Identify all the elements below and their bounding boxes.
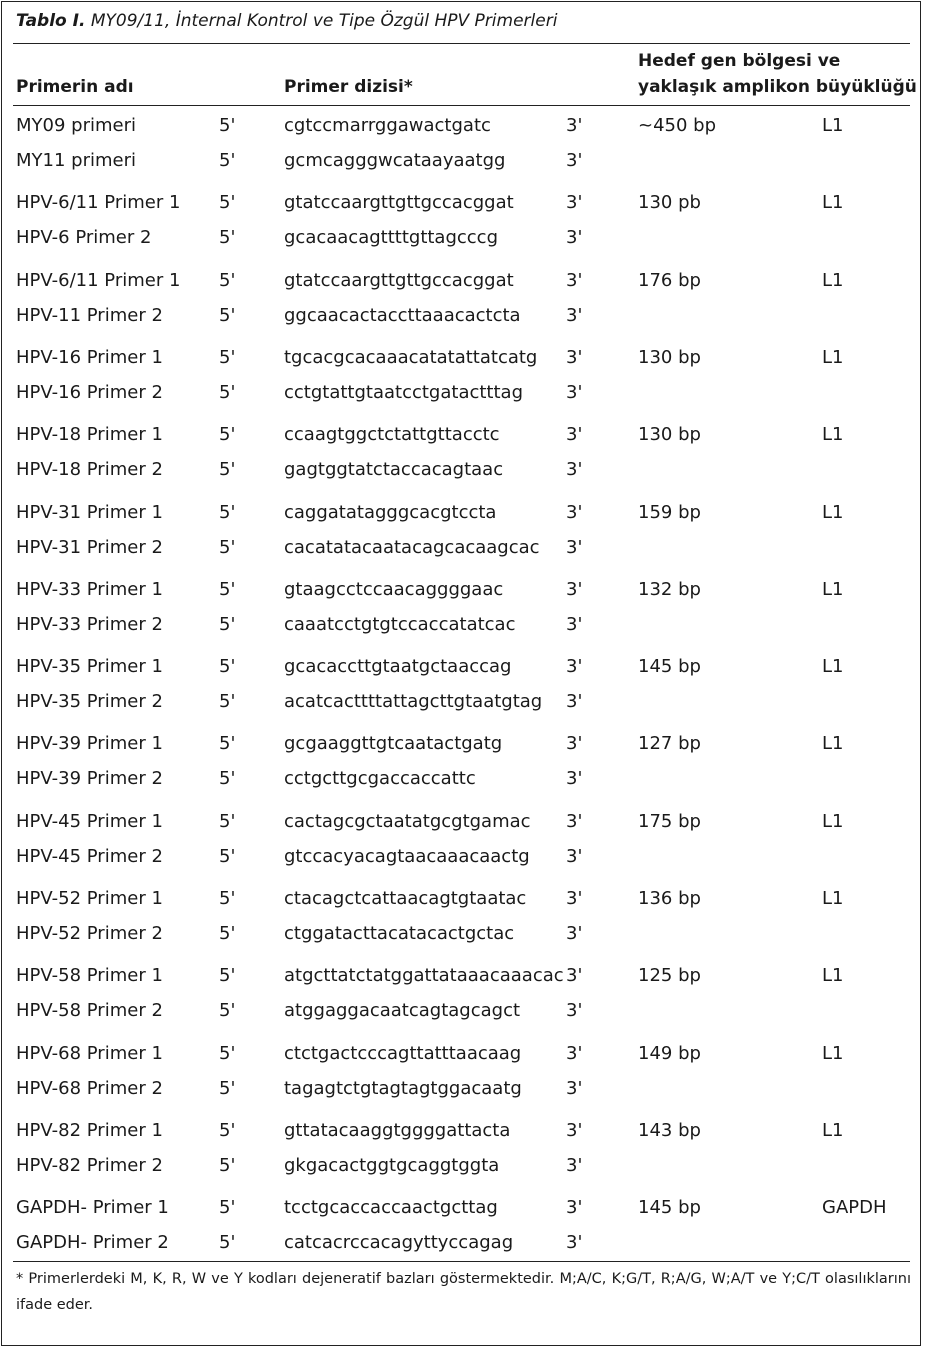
three-prime: 3' bbox=[566, 501, 583, 523]
primer-sequence: cgtccmarrggawactgatc bbox=[284, 115, 491, 136]
table-row bbox=[2, 573, 920, 607]
five-prime: 5' bbox=[219, 536, 236, 558]
primer-sequence: gttatacaaggtggggattacta bbox=[284, 1119, 511, 1141]
primer-sequence: acatcacttttattagcttgtaatgtag bbox=[284, 691, 543, 713]
primer-sequence: cacatatacaatacagcacaagcac bbox=[284, 536, 540, 558]
five-prime: 5' bbox=[219, 304, 236, 326]
table-row bbox=[2, 805, 920, 839]
table-row bbox=[2, 1226, 920, 1260]
three-prime: 3' bbox=[566, 192, 583, 214]
target-gene: L1 bbox=[822, 965, 844, 987]
amplicon-size: 176 bp bbox=[638, 269, 701, 291]
table-row bbox=[2, 1114, 920, 1148]
primer-sequence: tgcacgcacaaacatatattatcatg bbox=[284, 346, 538, 368]
header-target-line1: Hedef gen bölgesi ve bbox=[638, 51, 841, 71]
amplicon-size: 130 bp bbox=[638, 424, 701, 446]
primer-name: HPV-52 Primer 1 bbox=[16, 888, 163, 909]
three-prime: 3' bbox=[566, 1119, 583, 1141]
primer-name: HPV-82 Primer 1 bbox=[16, 1119, 163, 1141]
primer-sequence: caggatatagggcacgtccta bbox=[284, 501, 497, 523]
header-target-line2: yaklaşık amplikon büyüklüğü bbox=[638, 77, 917, 97]
target-gene: GAPDH bbox=[822, 1197, 887, 1219]
three-prime: 3' bbox=[566, 1000, 583, 1022]
primer-name: HPV-68 Primer 2 bbox=[16, 1077, 163, 1099]
table-row bbox=[2, 840, 920, 874]
target-gene: L1 bbox=[822, 578, 844, 600]
primer-sequence: atgcttatctatggattataaacaaacac bbox=[284, 965, 564, 987]
primer-name: HPV-45 Primer 1 bbox=[16, 810, 163, 832]
target-gene: L1 bbox=[822, 346, 844, 368]
five-prime: 5' bbox=[219, 227, 236, 249]
table-row bbox=[2, 917, 920, 951]
five-prime: 5' bbox=[219, 459, 236, 481]
primer-name: HPV-39 Primer 2 bbox=[16, 768, 163, 790]
five-prime: 5' bbox=[219, 768, 236, 790]
amplicon-size: 127 bp bbox=[638, 733, 701, 755]
three-prime: 3' bbox=[566, 1077, 583, 1099]
five-prime: 5' bbox=[219, 150, 236, 171]
target-gene: L1 bbox=[822, 269, 844, 291]
primer-sequence: cactagcgctaatatgcgtgamac bbox=[284, 810, 531, 832]
primer-sequence: atggaggacaatcagtagcagct bbox=[284, 1000, 521, 1022]
target-gene: L1 bbox=[822, 501, 844, 523]
five-prime: 5' bbox=[219, 1232, 236, 1254]
amplicon-size: 175 bp bbox=[638, 810, 701, 832]
table-row bbox=[2, 376, 920, 410]
table-row bbox=[2, 1149, 920, 1183]
table-footnote: * Primerlerdeki M, K, R, W ve Y kodları dejeneratif bazları göstermektedir. M;A/C, K;G/T, R;A/G, W;A/T ve Y;C/T olasılıklarını ifade eder. bbox=[16, 1271, 911, 1313]
primer-name: HPV-16 Primer 1 bbox=[16, 346, 163, 368]
primer-name: HPV-18 Primer 1 bbox=[16, 424, 163, 446]
three-prime: 3' bbox=[566, 733, 583, 755]
table-row bbox=[2, 762, 920, 796]
primer-name: HPV-16 Primer 2 bbox=[16, 381, 163, 403]
table-row bbox=[2, 531, 920, 565]
five-prime: 5' bbox=[219, 1197, 236, 1219]
primer-sequence: ccaagtggctctattgttacctc bbox=[284, 424, 500, 446]
primer-name: HPV-18 Primer 2 bbox=[16, 459, 163, 481]
three-prime: 3' bbox=[566, 536, 583, 558]
table-row bbox=[2, 418, 920, 452]
primer-sequence: gtccacyacagtaacaaacaactg bbox=[284, 845, 530, 867]
table-row bbox=[2, 608, 920, 642]
target-gene: L1 bbox=[822, 424, 844, 446]
table-row bbox=[2, 453, 920, 487]
five-prime: 5' bbox=[219, 578, 236, 600]
amplicon-size: 130 pb bbox=[638, 192, 701, 214]
three-prime: 3' bbox=[566, 923, 583, 944]
five-prime: 5' bbox=[219, 501, 236, 523]
primer-sequence: ggcaacactaccttaaacactcta bbox=[284, 304, 521, 326]
primer-sequence: gcacaccttgtaatgctaaccag bbox=[284, 656, 512, 678]
table-row bbox=[2, 650, 920, 684]
target-gene: L1 bbox=[822, 810, 844, 832]
five-prime: 5' bbox=[219, 1077, 236, 1099]
table-row bbox=[2, 882, 920, 916]
primer-name: GAPDH- Primer 1 bbox=[16, 1197, 169, 1219]
amplicon-size: 145 bp bbox=[638, 1197, 701, 1219]
three-prime: 3' bbox=[566, 1197, 583, 1219]
five-prime: 5' bbox=[219, 346, 236, 368]
table-row bbox=[2, 959, 920, 993]
amplicon-size: 130 bp bbox=[638, 346, 701, 368]
table-row bbox=[2, 727, 920, 761]
three-prime: 3' bbox=[566, 150, 583, 171]
three-prime: 3' bbox=[566, 269, 583, 291]
table-row bbox=[2, 109, 920, 143]
three-prime: 3' bbox=[566, 459, 583, 481]
five-prime: 5' bbox=[219, 269, 236, 291]
primer-name: HPV-6/11 Primer 1 bbox=[16, 269, 181, 291]
primer-sequence: gtatccaargttgttgccacggat bbox=[284, 192, 514, 214]
five-prime: 5' bbox=[219, 965, 236, 987]
primer-name: HPV-45 Primer 2 bbox=[16, 845, 163, 867]
target-gene: L1 bbox=[822, 733, 844, 755]
three-prime: 3' bbox=[566, 810, 583, 832]
primer-sequence: gtaagcctccaacaggggaac bbox=[284, 578, 504, 600]
table-title-label: Tablo I. bbox=[16, 11, 86, 31]
primer-sequence: cctgtattgtaatcctgatactttag bbox=[284, 381, 524, 403]
primer-sequence: cctgcttgcgaccaccattc bbox=[284, 768, 476, 790]
three-prime: 3' bbox=[566, 1232, 583, 1254]
three-prime: 3' bbox=[566, 845, 583, 867]
five-prime: 5' bbox=[219, 923, 236, 944]
primer-name: HPV-11 Primer 2 bbox=[16, 304, 163, 326]
five-prime: 5' bbox=[219, 1119, 236, 1141]
primer-name: HPV-82 Primer 2 bbox=[16, 1154, 163, 1176]
primer-sequence: ctggatacttacatacactgctac bbox=[284, 923, 515, 944]
table-row bbox=[2, 685, 920, 719]
table-title bbox=[16, 11, 557, 31]
five-prime: 5' bbox=[219, 381, 236, 403]
three-prime: 3' bbox=[566, 656, 583, 678]
primer-name: HPV-68 Primer 1 bbox=[16, 1042, 163, 1064]
five-prime: 5' bbox=[219, 733, 236, 755]
three-prime: 3' bbox=[566, 613, 583, 635]
primer-name: HPV-39 Primer 1 bbox=[16, 733, 163, 755]
primer-name: HPV-58 Primer 1 bbox=[16, 965, 163, 987]
three-prime: 3' bbox=[566, 768, 583, 790]
table-frame bbox=[1, 1, 921, 1346]
primer-sequence: ctacagctcattaacagtgtaatac bbox=[284, 888, 527, 909]
primer-name: HPV-58 Primer 2 bbox=[16, 1000, 163, 1022]
three-prime: 3' bbox=[566, 115, 583, 136]
bottom-rule bbox=[13, 1261, 910, 1262]
top-rule bbox=[13, 43, 910, 44]
five-prime: 5' bbox=[219, 424, 236, 446]
primer-name: HPV-33 Primer 2 bbox=[16, 613, 163, 635]
table-title-text: MY09/11, İnternal Kontrol ve Tipe Özgül HPV Primerleri bbox=[85, 11, 558, 31]
primer-sequence: gcacaacagttttgttagcccg bbox=[284, 227, 499, 249]
three-prime: 3' bbox=[566, 424, 583, 446]
table-row bbox=[2, 264, 920, 298]
primer-sequence: tagagtctgtagtagtggacaatg bbox=[284, 1077, 522, 1099]
amplicon-size: 145 bp bbox=[638, 656, 701, 678]
amplicon-size: 143 bp bbox=[638, 1119, 701, 1141]
header-primer-sequence: Primer dizisi* bbox=[284, 77, 413, 97]
primer-name: HPV-33 Primer 1 bbox=[16, 578, 163, 600]
five-prime: 5' bbox=[219, 691, 236, 713]
table-row bbox=[2, 994, 920, 1028]
primer-name: HPV-35 Primer 2 bbox=[16, 691, 163, 713]
three-prime: 3' bbox=[566, 346, 583, 368]
table-row bbox=[2, 1037, 920, 1071]
primer-sequence: ctctgactcccagttatttaacaag bbox=[284, 1042, 522, 1064]
amplicon-size: 132 bp bbox=[638, 578, 701, 600]
primer-name: MY09 primeri bbox=[16, 115, 136, 136]
target-gene: L1 bbox=[822, 656, 844, 678]
table-row bbox=[2, 341, 920, 375]
target-gene: L1 bbox=[822, 192, 844, 214]
amplicon-size: 125 bp bbox=[638, 965, 701, 987]
primer-sequence: gagtggtatctaccacagtaac bbox=[284, 459, 504, 481]
primer-name: GAPDH- Primer 2 bbox=[16, 1232, 169, 1254]
three-prime: 3' bbox=[566, 578, 583, 600]
amplicon-size: 149 bp bbox=[638, 1042, 701, 1064]
three-prime: 3' bbox=[566, 227, 583, 249]
primer-sequence: catcacrccacagyttyccagag bbox=[284, 1232, 514, 1254]
amplicon-size: 159 bp bbox=[638, 501, 701, 523]
three-prime: 3' bbox=[566, 691, 583, 713]
target-gene: L1 bbox=[822, 1119, 844, 1141]
primer-sequence: gcmcagggwcataayaatgg bbox=[284, 150, 506, 171]
table-row bbox=[2, 221, 920, 255]
primer-sequence: gkgacactggtgcaggtggta bbox=[284, 1154, 500, 1176]
target-gene: L1 bbox=[822, 115, 844, 136]
primer-sequence: gtatccaargttgttgccacggat bbox=[284, 269, 514, 291]
five-prime: 5' bbox=[219, 888, 236, 909]
five-prime: 5' bbox=[219, 613, 236, 635]
header-primer-name: Primerin adı bbox=[16, 77, 134, 97]
primer-name: HPV-6/11 Primer 1 bbox=[16, 192, 181, 214]
three-prime: 3' bbox=[566, 1154, 583, 1176]
table-row bbox=[2, 186, 920, 220]
five-prime: 5' bbox=[219, 1000, 236, 1022]
primer-name: HPV-31 Primer 2 bbox=[16, 536, 163, 558]
primer-sequence: tcctgcaccaccaactgcttag bbox=[284, 1197, 498, 1219]
primer-sequence: caaatcctgtgtccaccatatcac bbox=[284, 613, 516, 635]
table-row bbox=[2, 144, 920, 178]
three-prime: 3' bbox=[566, 304, 583, 326]
five-prime: 5' bbox=[219, 810, 236, 832]
three-prime: 3' bbox=[566, 965, 583, 987]
amplicon-size: ~450 bp bbox=[638, 115, 717, 136]
table-row bbox=[2, 496, 920, 530]
three-prime: 3' bbox=[566, 1042, 583, 1064]
amplicon-size: 136 bp bbox=[638, 888, 701, 909]
target-gene: L1 bbox=[822, 1042, 844, 1064]
primer-name: HPV-31 Primer 1 bbox=[16, 501, 163, 523]
five-prime: 5' bbox=[219, 845, 236, 867]
primer-name: HPV-6 Primer 2 bbox=[16, 227, 152, 249]
five-prime: 5' bbox=[219, 192, 236, 214]
primer-name: HPV-35 Primer 1 bbox=[16, 656, 163, 678]
three-prime: 3' bbox=[566, 888, 583, 909]
primer-sequence: gcgaaggttgtcaatactgatg bbox=[284, 733, 503, 755]
target-gene: L1 bbox=[822, 888, 844, 909]
three-prime: 3' bbox=[566, 381, 583, 403]
table-row bbox=[2, 299, 920, 333]
primer-name: HPV-52 Primer 2 bbox=[16, 923, 163, 944]
table-row bbox=[2, 1191, 920, 1225]
five-prime: 5' bbox=[219, 1154, 236, 1176]
five-prime: 5' bbox=[219, 656, 236, 678]
five-prime: 5' bbox=[219, 1042, 236, 1064]
primer-name: MY11 primeri bbox=[16, 150, 136, 171]
table-row bbox=[2, 1072, 920, 1106]
header-rule bbox=[13, 105, 910, 106]
five-prime: 5' bbox=[219, 115, 236, 136]
